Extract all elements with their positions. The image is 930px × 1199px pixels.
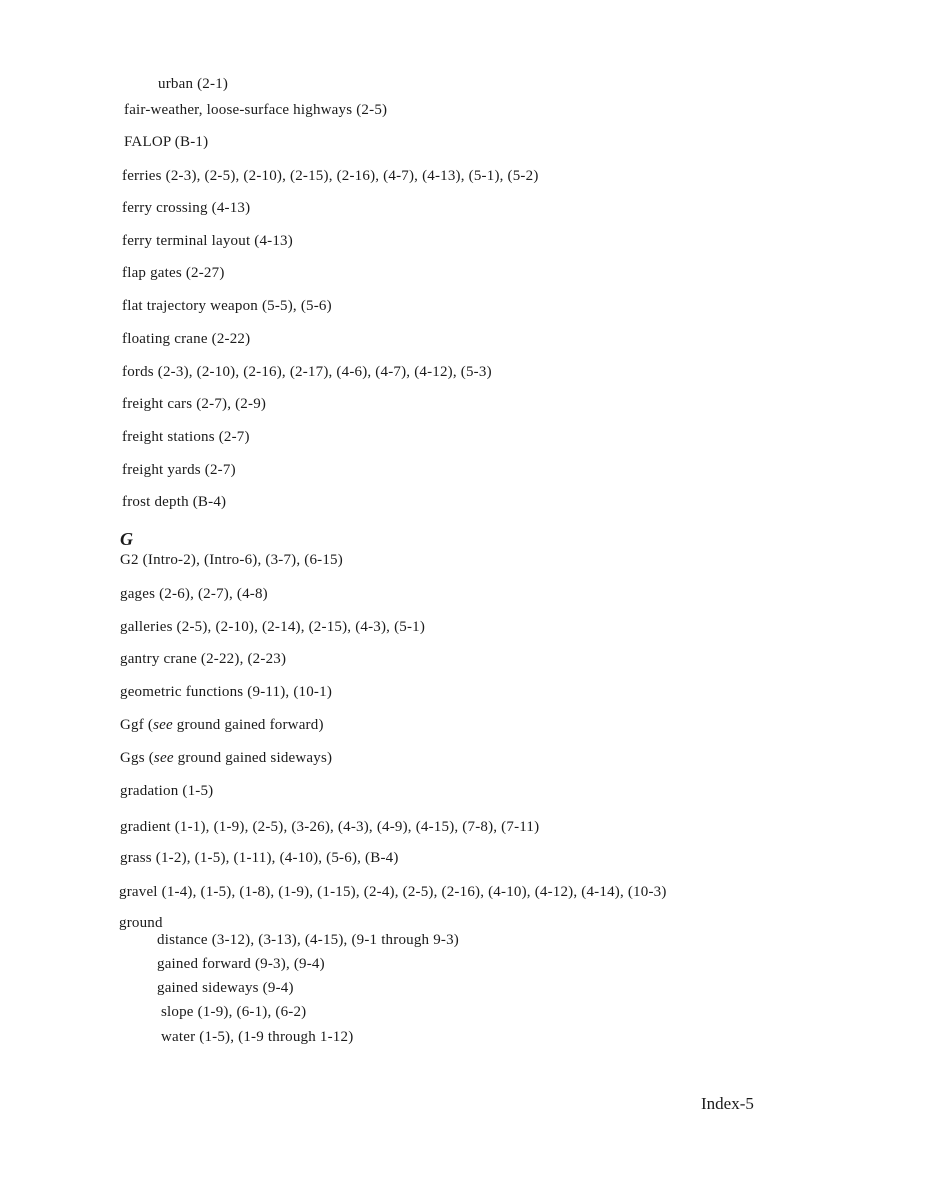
index-subentry: distance (3-12), (3-13), (4-15), (9-1 through 9-3) (157, 932, 459, 948)
index-entry: grass (1-2), (1-5), (1-11), (4-10), (5-6), (B-4) (120, 850, 399, 866)
index-entry: flat trajectory weapon (5-5), (5-6) (122, 298, 332, 314)
index-entry-ggs (120, 749, 332, 767)
entry-text: ground gained forward) (172, 717, 324, 733)
index-entry: fair-weather, loose-surface highways (2-5) (124, 102, 388, 118)
index-entry-ggf (120, 716, 324, 734)
index-entry: ferry crossing (4-13) (122, 200, 251, 216)
index-entry: floating crane (2-22) (122, 331, 251, 347)
index-entry: frost depth (B-4) (122, 494, 227, 510)
entry-text: Ggf ( (120, 717, 154, 733)
see-reference: see (153, 750, 174, 766)
section-heading: G (120, 529, 133, 549)
index-entry: geometric functions (9-11), (10-1) (120, 684, 333, 700)
index-subentry: gained forward (9-3), (9-4) (157, 956, 325, 972)
index-entry: ferry terminal layout (4-13) (122, 233, 293, 249)
entry-text: Ggs ( (120, 750, 154, 766)
index-entry: G2 (Intro-2), (Intro-6), (3-7), (6-15) (120, 552, 343, 568)
index-entry: gages (2-6), (2-7), (4-8) (120, 586, 268, 602)
index-entry: fords (2-3), (2-10), (2-16), (2-17), (4-6), (4-7), (4-12), (5-3) (122, 364, 492, 380)
index-entry: freight cars (2-7), (2-9) (122, 396, 267, 412)
index-subentry: gained sideways (9-4) (157, 980, 294, 996)
page-number: Index-5 (701, 1094, 754, 1113)
index-entry: gradation (1-5) (120, 783, 214, 799)
index-entry-ground: ground (119, 915, 163, 931)
index-entry: gravel (1-4), (1-5), (1-8), (1-9), (1-15), (2-4), (2-5), (2-16), (4-10), (4-12), (4-14), (10-3) (119, 884, 667, 900)
index-entry: gradient (1-1), (1-9), (2-5), (3-26), (4-3), (4-9), (4-15), (7-8), (7-11) (120, 819, 540, 835)
see-reference: see (153, 717, 173, 733)
entry-text: ground gained sideways) (173, 750, 333, 766)
index-entry: freight stations (2-7) (122, 429, 250, 445)
index-entry: freight yards (2-7) (122, 462, 236, 478)
index-entry: ferries (2-3), (2-5), (2-10), (2-15), (2-16), (4-7), (4-13), (5-1), (5-2) (122, 168, 539, 184)
index-subentry: water (1-5), (1-9 through 1-12) (161, 1029, 354, 1045)
index-entry: gantry crane (2-22), (2-23) (120, 651, 287, 667)
index-subentry: slope (1-9), (6-1), (6-2) (161, 1004, 307, 1020)
index-entry: flap gates (2-27) (122, 265, 225, 281)
index-entry: urban (2-1) (158, 76, 229, 92)
index-entry: FALOP (B-1) (124, 134, 209, 150)
index-entry: galleries (2-5), (2-10), (2-14), (2-15), (4-3), (5-1) (120, 619, 426, 635)
